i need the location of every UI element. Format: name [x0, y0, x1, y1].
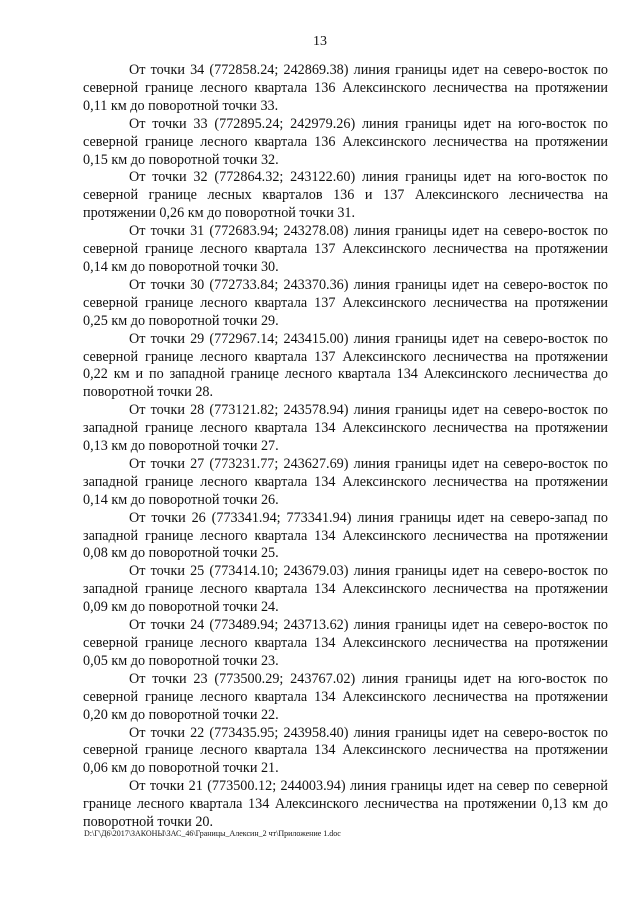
boundary-paragraph-point-26: От точки 26 (773341.94; 773341.94) линия границы идет на северо-запад по западной границе лесного квартала 134 Алексинского лесничества на протяжении 0,08 км до поворотной точки 25. [83, 509, 608, 562]
boundary-paragraph-point-24: От точки 24 (773489.94; 243713.62) линия границы идет на северо-восток по северной границе лесного квартала 134 Алексинского лесничества на протяжении 0,05 км до поворотной точки 23. [83, 617, 608, 669]
boundary-paragraph-point-22: От точки 22 (773435.95; 243958.40) линия границы идет на северо-восток по северной границе лесного квартала 134 Алексинского лесничества на протяжении 0,06 км до поворотной точки 21. [83, 724, 608, 777]
footer-file-path: D:\Г\Д6\2017\ЗАКОНЫ\ЗАС_46\Границы_Алексин_2 чт\Приложение 1.doc [84, 829, 341, 838]
boundary-paragraph-point-25: От точки 25 (773414.10; 243679.03) линия границы идет на северо-восток по западной границе лесного квартала 134 Алексинского лесничества на протяжении 0,09 км до поворотной точки 24. [83, 563, 608, 616]
document-body [83, 62, 608, 832]
boundary-paragraph-point-33: От точки 33 (772895.24; 242979.26) линия границы идет на юго-восток по северной границе лесного квартала 136 Алексинского лесничества на протяжении 0,15 км до поворотной точки 32. [83, 115, 608, 168]
boundary-paragraph-point-21: От точки 21 (773500.12; 244003.94) линия границы идет на север по северной границе лесного квартала 134 Алексинского лесничества на протяжении 0,13 км до поворотной точки 20. [83, 778, 608, 831]
boundary-paragraph-point-34: От точки 34 (772858.24; 242869.38) линия границы идет на северо-восток по северной границе лесного квартала 136 Алексинского лесничества на протяжении 0,11 км до поворотной точки 33. [83, 62, 608, 114]
page-number: 13 [313, 34, 327, 49]
boundary-paragraph-point-30: От точки 30 (772733.84; 243370.36) линия границы идет на северо-восток по северной границе лесного квартала 137 Алексинского лесничества на протяжении 0,25 км до поворотной точки 29. [83, 276, 608, 329]
boundary-paragraph-point-28: От точки 28 (773121.82; 243578.94) линия границы идет на северо-восток по западной границе лесного квартала 134 Алексинского лесничества на протяжении 0,13 км до поворотной точки 27. [83, 402, 608, 455]
boundary-paragraph-point-27: От точки 27 (773231.77; 243627.69) линия границы идет на северо-восток по западной границе лесного квартала 134 Алексинского лесничества на протяжении 0,14 км до поворотной точки 26. [83, 455, 608, 508]
boundary-paragraph-point-29: От точки 29 (772967.14; 243415.00) линия границы идет на северо-восток по северной границе лесного квартала 137 Алексинского лесничества на протяжении 0,22 км и по западной границе лесного квартала 134 Алексинского лесничества до поворотной точки 28. [83, 330, 608, 401]
boundary-paragraph-point-23: От точки 23 (773500.29; 243767.02) линия границы идет на юго-восток по северной границе лесного квартала 134 Алексинского лесничества на протяжении 0,20 км до поворотной точки 22. [83, 670, 608, 723]
boundary-paragraph-point-32: От точки 32 (772864.32; 243122.60) линия границы идет на юго-восток по северной границе лесных кварталов 136 и 137 Алексинского лесничества на протяжении 0,26 км до поворотной точки 31. [83, 169, 608, 222]
boundary-paragraph-point-31: От точки 31 (772683.94; 243278.08) линия границы идет на северо-восток по северной границе лесного квартала 137 Алексинского лесничества на протяжении 0,14 км до поворотной точки 30. [83, 223, 608, 275]
